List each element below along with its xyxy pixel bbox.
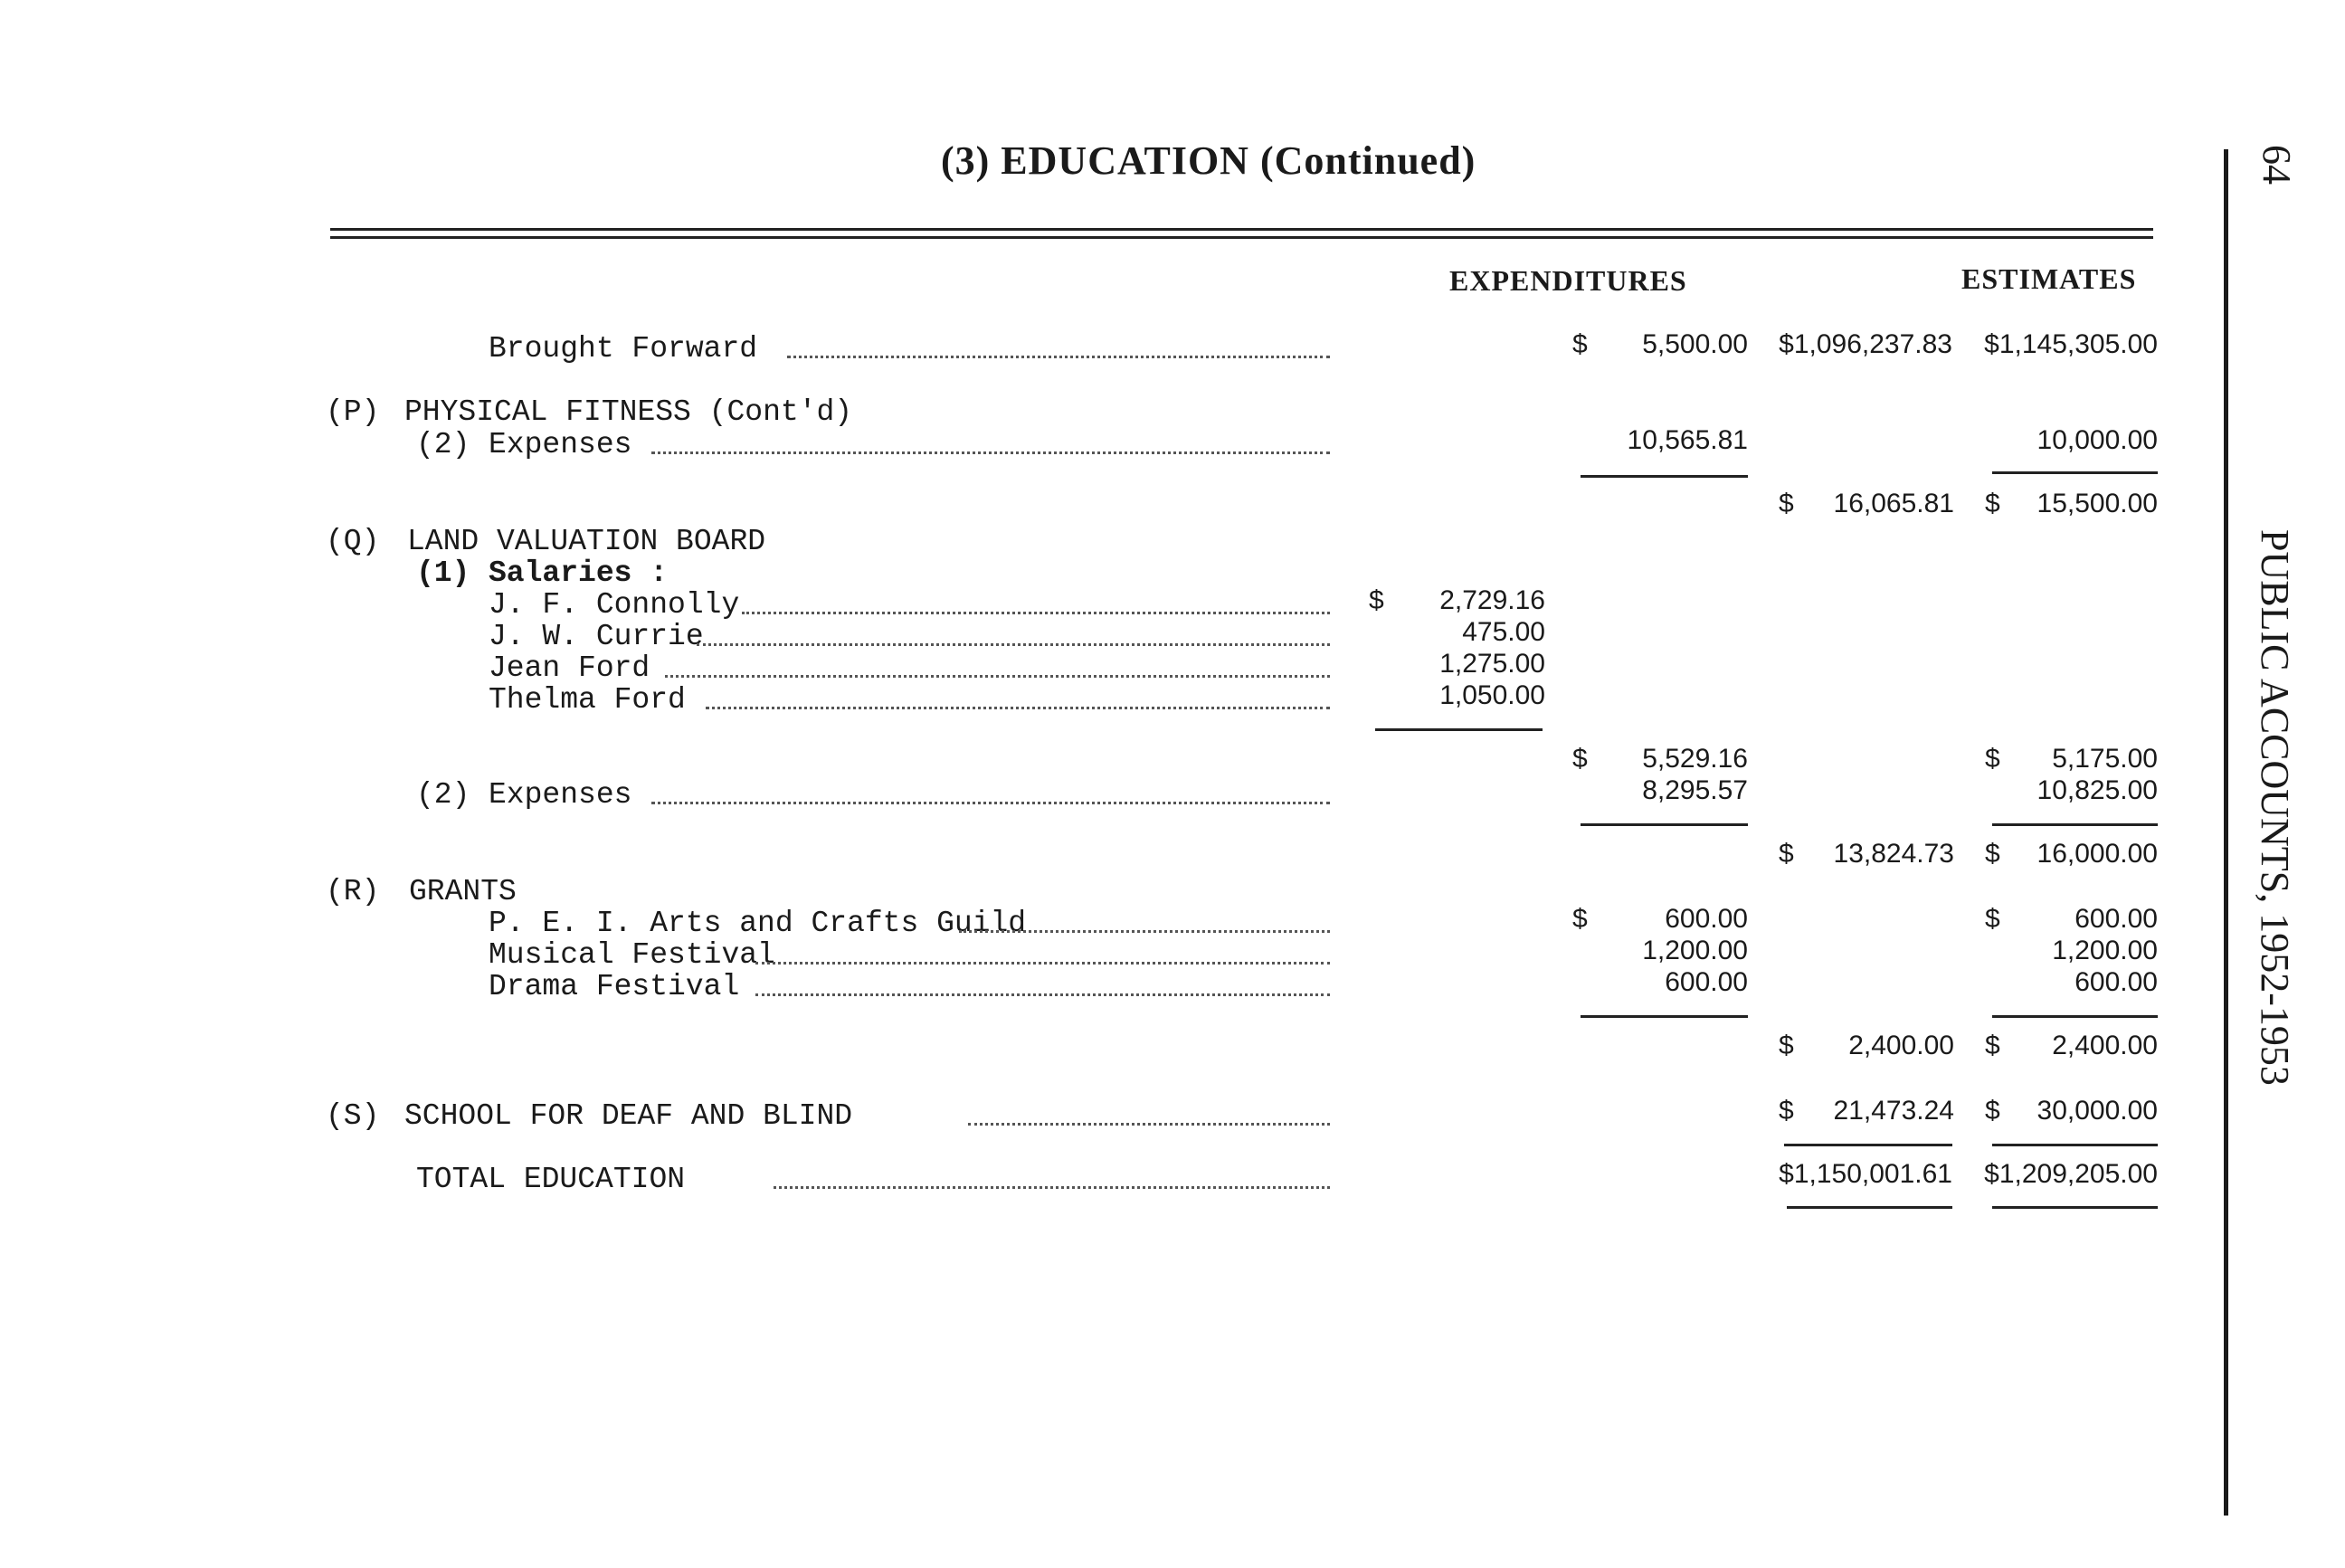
q-total-est: 16,000.00 [2036,839,2158,869]
dollar-sign: $ [1572,904,1588,934]
r-total-exp: 2,400.00 [1848,1031,1954,1060]
total-rule [1992,1206,2158,1209]
grant-est: 600.00 [2074,904,2158,934]
leader-dots [774,1186,1330,1189]
q-expense-est: 10,825.00 [2036,775,2158,805]
grant-exp: 600.00 [1665,967,1748,997]
dollar-sign: $ [1985,1096,2000,1126]
header-rule-bottom [330,236,2153,239]
subtotal-rule [1581,475,1748,478]
person-name: Thelma Ford [489,683,686,717]
p-expense-est: 10,000.00 [2036,425,2158,455]
dollar-sign: $ [1779,1096,1794,1126]
leader-dots [697,643,1330,646]
person-amount: 475.00 [1462,617,1545,647]
s-est: 30,000.00 [2036,1096,2158,1126]
brought-forward-est: $1,145,305.00 [1984,329,2158,359]
leader-dots [968,1123,1330,1126]
q-salaries-total: 5,529.16 [1642,744,1748,774]
total-est: $1,209,205.00 [1984,1159,2158,1189]
total-education-label: TOTAL EDUCATION [416,1163,686,1196]
dollar-sign: $ [1779,1031,1794,1060]
grant-name: Drama Festival [489,970,740,1003]
section-code-q: (Q) [326,525,380,558]
p-total-est: 15,500.00 [2036,489,2158,518]
page-number: 64 [2255,145,2299,185]
q-expense-label: Expenses [489,778,632,812]
brought-forward-exp3: $1,096,237.83 [1779,329,1952,359]
subtotal-rule [1581,823,1748,826]
q-expense-code: (2) [416,778,470,812]
dollar-sign: $ [1572,744,1588,774]
column-header-expenditures: EXPENDITURES [1449,264,1687,297]
dollar-sign: $ [1779,489,1794,518]
r-total-est: 2,400.00 [2052,1031,2158,1060]
section-code-r: (R) [326,875,380,908]
dollar-sign: $ [1985,1031,2000,1060]
header-rule-top [330,228,2153,231]
dollar-sign: $ [1985,489,2000,518]
column-header-estimates: ESTIMATES [1961,262,2137,295]
leader-dots [665,675,1330,678]
person-name: J. F. Connolly [489,588,740,622]
dollar-sign: $ [1985,744,2000,774]
leader-dots [742,612,1330,614]
s-exp: 21,473.24 [1833,1096,1954,1126]
subtotal-rule [1992,1144,2158,1146]
total-rule [1787,1206,1952,1209]
brought-forward-exp2: 5,500.00 [1642,329,1748,359]
total-exp: $1,150,001.61 [1779,1159,1952,1189]
leader-dots [755,993,1330,996]
q-salaries-est: 5,175.00 [2052,744,2158,774]
subtotal-rule [1992,1015,2158,1018]
running-head: PUBLIC ACCOUNTS, 1952-1953 [2253,529,2297,1086]
p-total-exp: 16,065.81 [1833,489,1954,518]
section-code-s: (S) [326,1099,380,1133]
person-amount: 1,050.00 [1439,680,1545,710]
grant-name: Musical Festival [489,938,775,972]
section-title-r: GRANTS [409,875,517,908]
section-code-p: (P) [326,395,380,429]
q-expense-exp2: 8,295.57 [1642,775,1748,805]
grant-exp: 1,200.00 [1642,936,1748,965]
section-title-q: LAND VALUATION BOARD [407,525,766,558]
subtotal-rule [1784,1144,1952,1146]
p-expense-label: Expenses [489,428,632,461]
q-salaries-label: Salaries : [489,556,669,590]
leader-dots [706,707,1330,709]
dollar-sign: $ [1369,585,1384,615]
grant-est: 1,200.00 [2052,936,2158,965]
leader-dots [787,356,1330,358]
dollar-sign: $ [1985,839,2000,869]
p-expense-exp2: 10,565.81 [1627,425,1748,455]
leader-dots [651,451,1330,454]
subtotal-rule [1581,1015,1748,1018]
grant-name: P. E. I. Arts and Crafts Guild [489,907,1027,940]
section-title-s: SCHOOL FOR DEAF AND BLIND [404,1099,853,1133]
page-title: (3) EDUCATION (Continued) [941,138,1476,183]
subtotal-rule [1992,471,2158,474]
dollar-sign: $ [1779,839,1794,869]
leader-dots [651,802,1330,804]
section-title-p: PHYSICAL FITNESS (Cont'd) [404,395,853,429]
dollar-sign: $ [1985,904,2000,934]
person-name: Jean Ford [489,651,650,685]
grant-est: 600.00 [2074,967,2158,997]
q-salaries-code: (1) [416,556,470,590]
subtotal-rule [1375,728,1543,731]
person-amount: 2,729.16 [1439,585,1545,615]
dollar-sign: $ [1572,329,1588,359]
leader-dots [959,930,1330,933]
grant-exp: 600.00 [1665,904,1748,934]
subtotal-rule [1992,823,2158,826]
leader-dots [755,962,1330,965]
q-total-exp: 13,824.73 [1833,839,1954,869]
brought-forward-label: Brought Forward [489,332,758,366]
person-name: J. W. Currie [489,620,704,653]
person-amount: 1,275.00 [1439,649,1545,679]
p-expense-code: (2) [416,428,470,461]
margin-bar [2224,149,2228,1516]
